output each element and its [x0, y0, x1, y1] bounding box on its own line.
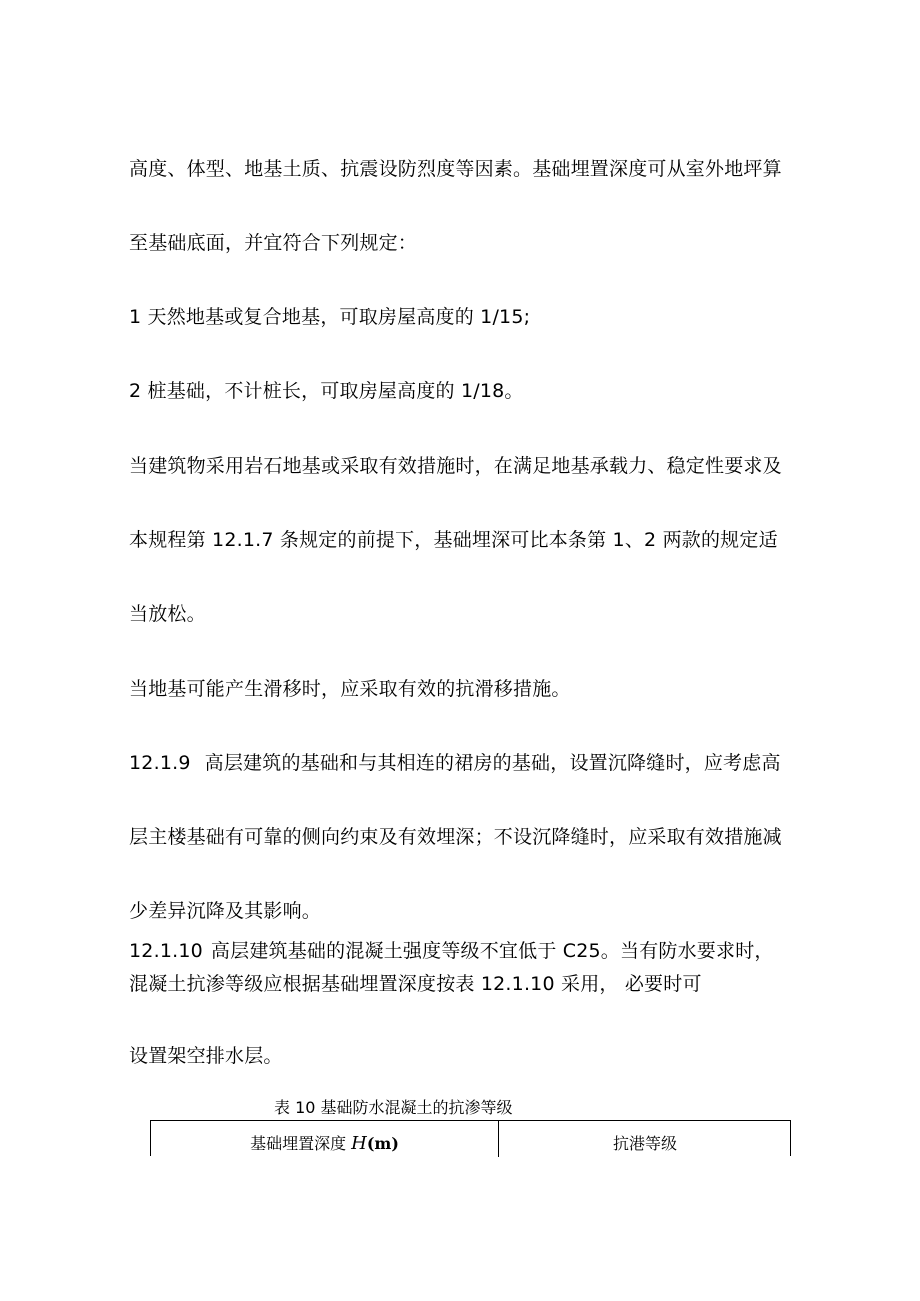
clause-12-1-10-line-2: 混凝土抗渗等级应根据基础埋置深度按表 12.1.10 采用， 必要时可	[129, 973, 702, 995]
seepage-grade-table	[150, 1120, 791, 1156]
table-header-grade: 抗港等级	[612, 1134, 677, 1153]
clause-number: 12.1.9	[129, 752, 191, 774]
paragraph-line-3: 当建筑物采用岩石地基或采取有效措施时，在满足地基承载力、稳定性要求及	[129, 455, 782, 477]
table-caption: 表 10 基础防水混凝土的抗渗等级	[274, 1098, 513, 1117]
clause-12-1-9-line-1	[129, 751, 781, 775]
clause-12-1-9-line-2: 层主楼基础有可靠的侧向约束及有效埋深；不设沉降缝时，应采取有效措施减	[129, 826, 782, 848]
paragraph-line-1: 高度、体型、地基土质、抗震设防烈度等因素。基础埋置深度可从室外地坪算	[129, 158, 782, 180]
clause-number: 12.1.10	[129, 940, 203, 962]
header-depth-variable: H	[351, 1133, 367, 1154]
header-depth-unit: (m)	[366, 1134, 399, 1153]
paragraph-line-6: 当地基可能产生滑移时，应采取有效的抗滑移措施。	[129, 678, 571, 700]
paragraph-line-5: 当放松。	[129, 603, 206, 625]
clause-12-1-10-line-1	[129, 939, 774, 963]
list-item-1: 1 天然地基或复合地基，可取房屋高度的 1/15;	[129, 306, 531, 328]
clause-text: 高层建筑的基础和与其相连的裙房的基础，设置沉降缝时，应考虑高	[204, 752, 781, 774]
clause-12-1-10-line-3: 设置架空排水层。	[129, 1045, 283, 1067]
paragraph-line-4: 本规程第 12.1.7 条规定的前提下，基础埋深可比本条第 1、2 两款的规定适	[129, 529, 778, 551]
clause-12-1-9-line-3: 少差异沉降及其影响。	[129, 900, 322, 922]
header-depth-label: 基础埋置深度	[250, 1134, 352, 1153]
paragraph-line-2: 至基础底面，并宜符合下列规定：	[129, 232, 418, 254]
clause-text: 高层建筑基础的混凝土强度等级不宜低于 C25。当有防水要求时，	[210, 940, 774, 962]
table-header-depth	[151, 1134, 498, 1154]
list-item-2: 2 桩基础，不计桩长，可取房屋高度的 1/18。	[129, 380, 524, 402]
